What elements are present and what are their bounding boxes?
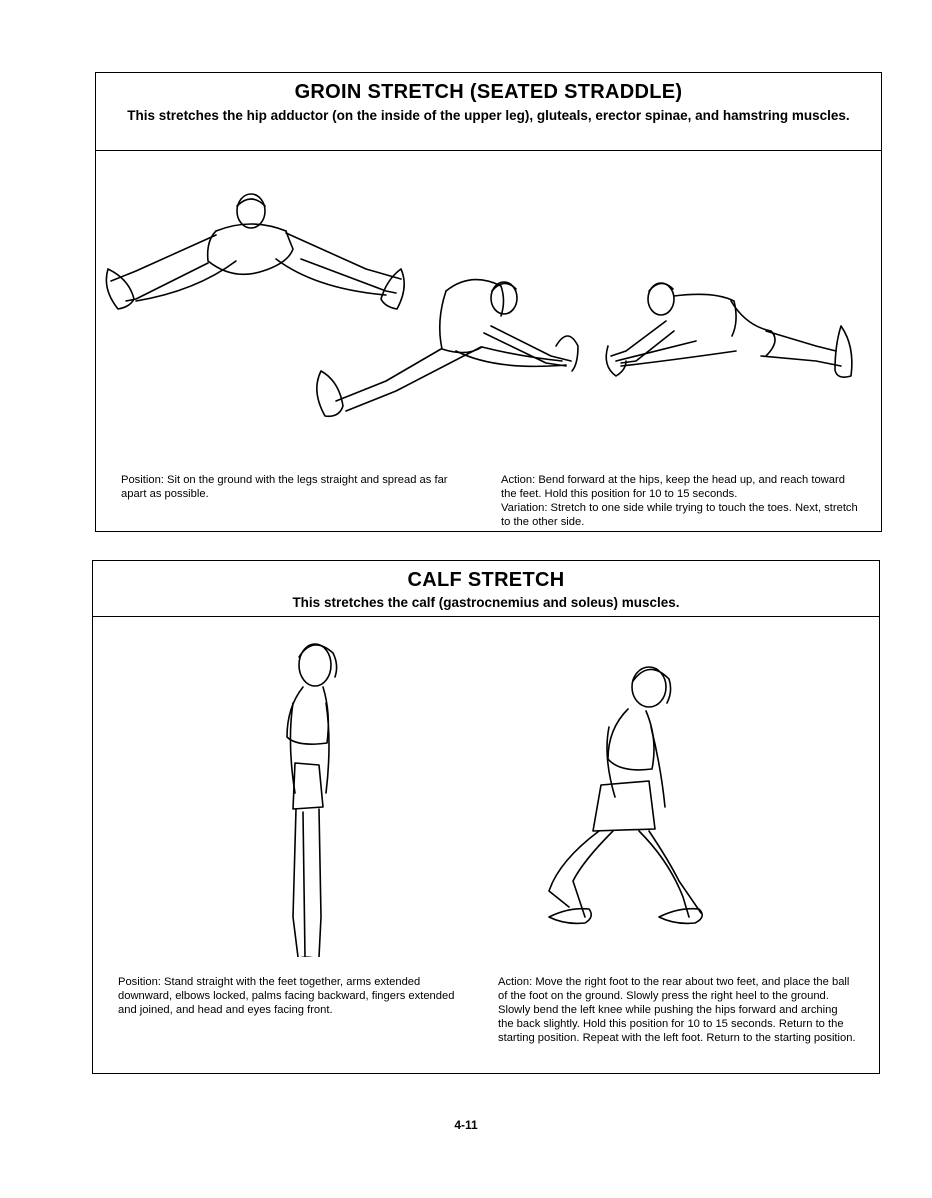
calf-position-text [118,975,474,1017]
straddle-figure-center [106,194,404,309]
groin-stretch-title: GROIN STRETCH (SEATED STRADDLE) [294,81,683,103]
straddle-figure-reach-left [606,283,852,377]
calf-stretch-subtitle: This stretches the calf (gastrocnemius and soleus) muscles. [292,595,680,610]
groin-action-label: Action: [501,474,536,486]
calf-action-label: Action: [498,976,533,988]
calf-position-body: Stand straight with the feet together, arms extended downward, elbows locked, palms facing backward, fingers extended and joined, and head and eyes facing front. [118,976,455,1016]
groin-variation-body: Stretch to one side while trying to touch the toes. Next, stretch to the other side. [501,502,858,528]
groin-position-body: Sit on the ground with the legs straight and spread as far apart as possible. [121,474,448,500]
page-number: 4-11 [454,1118,478,1132]
standing-figure [283,644,337,957]
calf-stretch-panel [92,560,880,1074]
calf-action-text [498,975,856,1045]
groin-position-text [121,473,476,501]
groin-stretch-illustration [96,151,880,461]
groin-action-text [501,473,861,529]
lunging-figure [549,667,702,923]
groin-action-body: Bend forward at the hips, keep the head up, and reach toward the feet. Hold this position for 10 to 15 seconds. [501,474,845,500]
calf-position-label: Position: [118,976,161,988]
calf-stretch-illustration [93,617,878,957]
groin-stretch-panel [95,72,882,532]
calf-stretch-header [93,561,879,617]
calf-stretch-title: CALF STRETCH [407,569,565,591]
groin-stretch-subtitle: This stretches the hip adductor (on the inside of the upper leg), gluteals, erector spinae, and hamstring muscles. [127,108,850,123]
groin-stretch-header [96,73,881,151]
calf-action-body: Move the right foot to the rear about two feet, and place the ball of the foot on the ground. Slowly press the right heel to the ground. Slowly bend the left knee while pushing the hips forward and arching the back slightly. Hold this position for 10 to 15 seconds. Return to the starting position. Repeat with the left foot. Return to the starting position. [498,976,856,1044]
groin-position-label: Position: [121,474,164,486]
straddle-figure-reach-right [317,280,578,417]
groin-variation-label: Variation: [501,502,548,514]
